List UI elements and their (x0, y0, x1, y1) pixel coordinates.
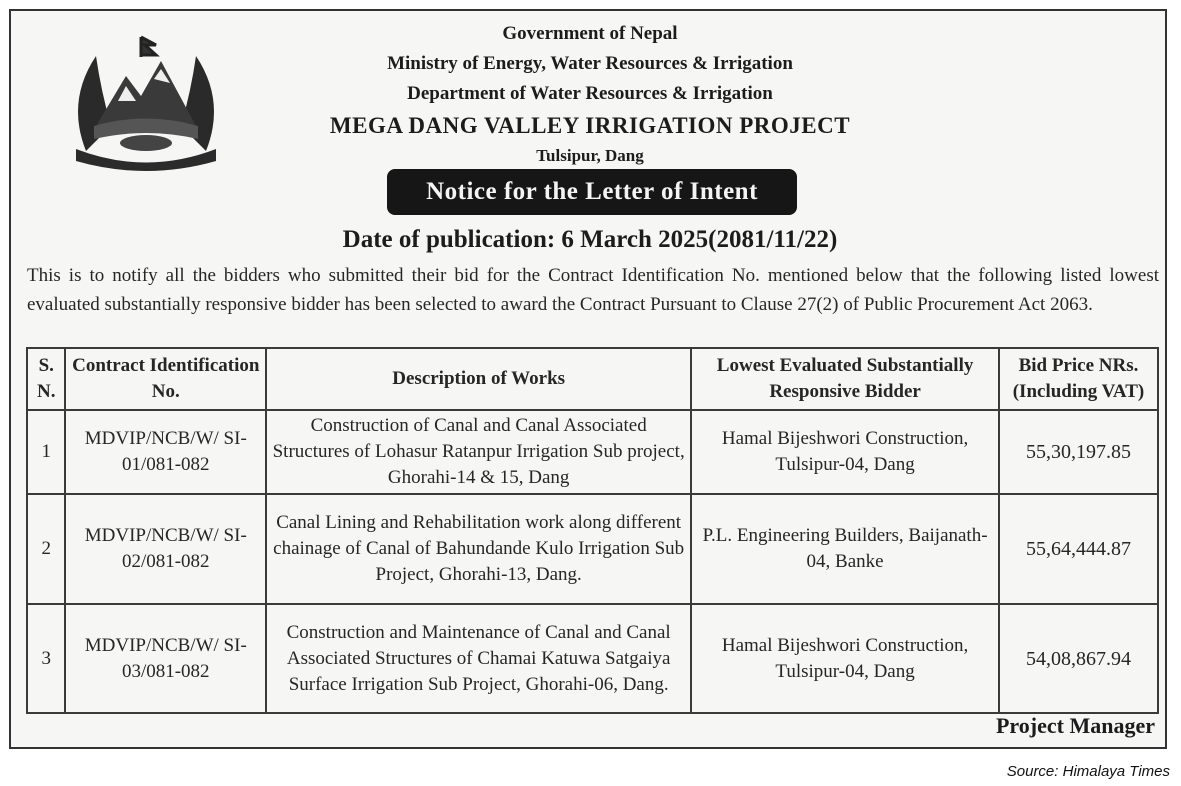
row-price: 55,64,444.87 (999, 494, 1158, 604)
table-header-row (27, 348, 1158, 410)
row-price: 55,30,197.85 (999, 410, 1158, 494)
row-description: Canal Lining and Rehabilitation work along different chainage of Canal of Bahundande Kulo Irrigation Sub Project, Ghorahi-13, Dang. (266, 494, 691, 604)
header-location: Tulsipur, Dang (536, 146, 644, 165)
row-bidder: Hamal Bijeshwori Construction, Tulsipur-04, Dang (691, 604, 999, 713)
notice-document (9, 9, 1167, 749)
intro-paragraph: This is to notify all the bidders who submitted their bid for the Contract Identification No. mentioned below that the following listed lowest evaluated substantially responsive bidder has been selected to award the Contract Pursuant to Clause 27(2) of Public Procurement Act 2063. (27, 265, 1159, 315)
row-sn: 1 (27, 410, 65, 494)
row-description: Construction of Canal and Canal Associated Structures of Lohasur Ratanpur Irrigation Sub project, Ghorahi-14 & 15, Dang (266, 410, 691, 494)
table-row (27, 604, 1158, 713)
row-bidder: Hamal Bijeshwori Construction, Tulsipur-04, Dang (691, 410, 999, 494)
row-contract-id: MDVIP/NCB/W/ SI-03/081-082 (65, 604, 266, 713)
row-contract-id: MDVIP/NCB/W/ SI-01/081-082 (65, 410, 266, 494)
award-table (26, 347, 1159, 714)
row-price: 54,08,867.94 (999, 604, 1158, 713)
header-ministry: Ministry of Energy, Water Resources & Irrigation (387, 53, 793, 74)
signature-project-manager: Project Manager (995, 713, 1155, 738)
header-government: Government of Nepal (502, 23, 678, 44)
header-price: Bid Price NRs. (Including VAT) (999, 348, 1158, 410)
row-sn: 3 (27, 604, 65, 713)
header-bidder: Lowest Evaluated Substantially Responsive Bidder (691, 348, 999, 410)
row-bidder: P.L. Engineering Builders, Baijanath-04, Banke (691, 494, 999, 604)
header-contract-id: Contract Identification No. (65, 348, 266, 410)
notice-title-banner: Notice for the Letter of Intent (387, 169, 797, 215)
row-sn: 2 (27, 494, 65, 604)
header-sn: S. N. (27, 348, 65, 410)
header-description: Description of Works (266, 348, 691, 410)
header-project: MEGA DANG VALLEY IRRIGATION PROJECT (329, 113, 851, 138)
table-row (27, 494, 1158, 604)
table-row (27, 410, 1158, 494)
publication-date: Date of publication: 6 March 2025(2081/11/22) (342, 226, 838, 253)
row-contract-id: MDVIP/NCB/W/ SI-02/081-082 (65, 494, 266, 604)
source-credit: Source: Himalaya Times (1006, 763, 1170, 780)
header-department: Department of Water Resources & Irrigation (407, 83, 773, 104)
row-description: Construction and Maintenance of Canal and Canal Associated Structures of Chamai Katuwa Satgaiya Surface Irrigation Sub Project, Ghorahi-06, Dang. (266, 604, 691, 713)
